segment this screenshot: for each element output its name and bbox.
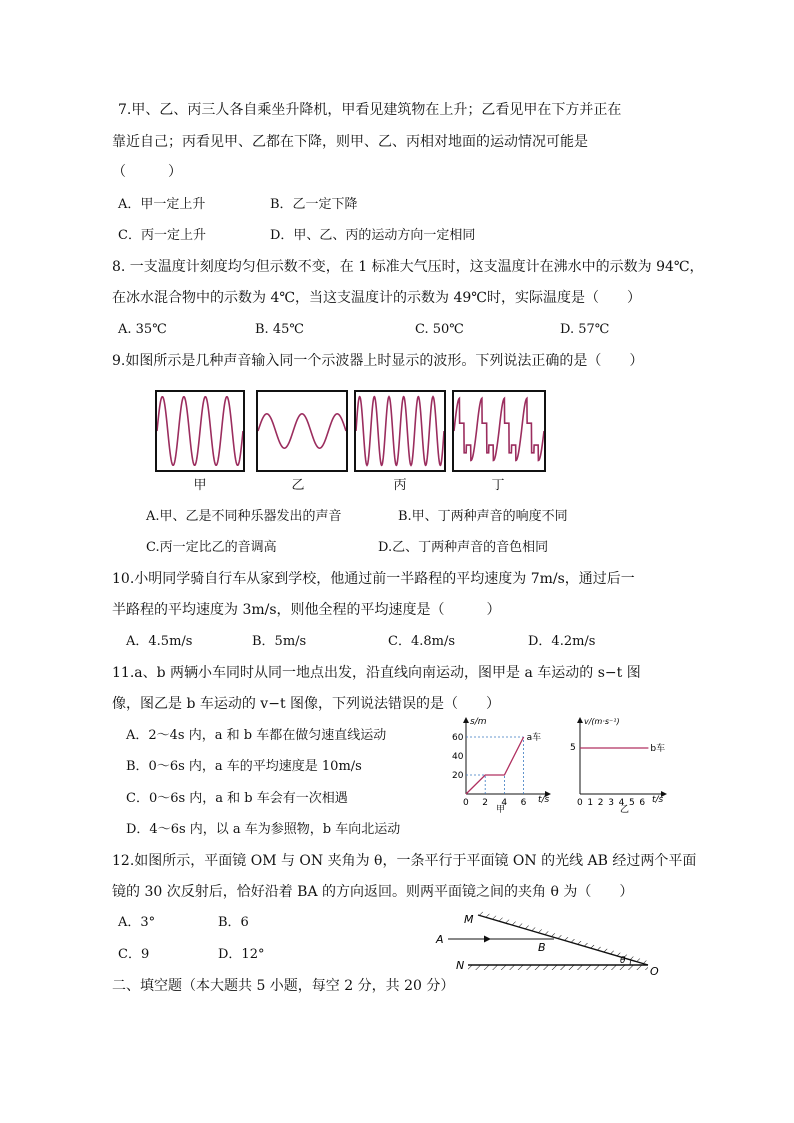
waveform-ding-curve — [454, 398, 544, 460]
q12-line1: 12.如图所示，平面镜 OM 与 ON 夹角为 θ，一条平行于平面镜 ON 的光线 AB 经过两个平面 — [112, 853, 697, 869]
graph-a-series-line — [466, 737, 524, 794]
graph-b-xtick-2: 2 — [597, 798, 604, 808]
waveform-bing-plot — [356, 392, 444, 470]
graph-a-xtick-0: 0 — [463, 798, 469, 808]
graph-a-st — [440, 712, 560, 814]
label-m: M — [464, 913, 474, 926]
graph-a-xlabel: t/s — [538, 795, 550, 805]
graph-b-xtick-4: 4 — [618, 798, 625, 808]
waveform-label-ding: 丁 — [491, 478, 505, 493]
waveform-yi — [256, 390, 348, 472]
q8-line1: 8. 一支温度计刻度均匀但示数不变，在 1 标准大气压时，这支温度计在沸水中的示数为 94℃， — [112, 259, 704, 275]
graph-b-xlabel: t/s — [652, 795, 664, 805]
q10-option-b: B．5m/s — [252, 634, 307, 649]
q9-option-b: B.甲、丁两种声音的响度不同 — [398, 509, 568, 524]
q8-line2: 在冰水混合物中的示数为 4℃，当这支温度计的示数为 49℃时，实际温度是（ ） — [112, 290, 641, 306]
waveform-label-yi: 乙 — [291, 478, 305, 493]
graph-a-ylabel: s/m — [470, 717, 487, 727]
graph-b-xtick-3: 3 — [608, 798, 614, 808]
label-b: B — [538, 941, 546, 954]
q7-option-b: B．乙一定下降 — [270, 197, 358, 212]
q8-option-c: C. 50℃ — [415, 322, 464, 337]
label-o: O — [650, 965, 659, 978]
q12-option-a: A．3° — [118, 915, 156, 930]
q11-option-d: D．4～6s 内，以 a 车为参照物，b 车向北运动 — [126, 822, 401, 837]
waveform-ding — [452, 390, 546, 472]
q9-line1: 9.如图所示是几种声音输入同一个示波器上时显示的波形。下列说法正确的是（ ） — [112, 353, 644, 369]
q9-option-d: D.乙、丁两种声音的音色相同 — [378, 540, 549, 555]
q10-option-a: A．4.5m/s — [126, 634, 193, 649]
waveform-yi-curve — [258, 414, 346, 448]
q7-line1: 7.甲、乙、丙三人各自乘坐升降机，甲看见建筑物在上升；乙看见甲在下方并正在 — [118, 102, 622, 118]
q12-option-b: B．6 — [218, 915, 249, 930]
section2-heading: 二、填空题（本大题共 5 小题，每空 2 分，共 20 分） — [112, 978, 455, 994]
q10-line2: 半路程的平均速度为 3m/s，则他全程的平均速度是（ ） — [112, 602, 501, 618]
q10-line1: 10.小明同学骑自行车从家到学校，他通过前一半路程的平均速度为 7m/s，通过后一 — [112, 571, 635, 587]
q10-option-c: C．4.8m/s — [388, 634, 455, 649]
q12-line2: 镜的 30 次反射后，恰好沿着 BA 的方向返回。则两平面镜之间的夹角 θ 为（ ） — [112, 884, 634, 900]
graph-a-xtick-2: 2 — [482, 798, 488, 808]
graph-a-ytick-40: 40 — [452, 752, 464, 762]
q11-line2: 像，图乙是 b 车运动的 v−t 图像，下列说法错误的是（ ） — [112, 696, 501, 712]
q11-option-c: C．0～6s 内，a 和 b 车会有一次相遇 — [126, 791, 348, 806]
graph-b-xtick-1: 1 — [587, 798, 594, 808]
q10-option-d: D．4.2m/s — [528, 634, 596, 649]
graph-b-ytick: 5 — [570, 743, 576, 753]
graph-a-series-label: a车 — [526, 733, 542, 743]
graph-a-ytick-20: 20 — [452, 771, 464, 781]
q12-option-d: D．12° — [218, 947, 265, 962]
label-theta: θ — [620, 956, 626, 966]
waveform-ding-plot — [454, 392, 544, 470]
graph-b-xtick-6: 6 — [639, 798, 646, 808]
q11-option-b: B．0～6s 内，a 车的平均速度是 10m/s — [126, 759, 362, 774]
q7-option-a: A．甲一定上升 — [118, 197, 206, 212]
graph-a-xtick-4: 4 — [501, 798, 508, 808]
graph-b-series-label: b车 — [650, 744, 666, 754]
graph-a-xtick-6: 6 — [520, 798, 527, 808]
angle-arc — [630, 960, 631, 965]
q8-option-b: B. 45℃ — [255, 322, 304, 337]
graph-b-ylabel: v/(m·s⁻¹) — [584, 717, 620, 726]
graph-a-ytick-60: 60 — [452, 733, 464, 743]
q8-option-d: D. 57℃ — [560, 322, 610, 337]
graph-b-caption: 乙 — [620, 805, 630, 814]
q7-option-c: C．丙一定上升 — [118, 228, 206, 243]
waveform-label-jia: 甲 — [193, 478, 207, 493]
waveform-bing — [354, 390, 446, 472]
waveform-yi-plot — [258, 392, 346, 470]
graph-a-caption: 甲 — [496, 805, 506, 814]
q11-option-a: A．2～4s 内，a 和 b 车都在做匀速直线运动 — [126, 728, 387, 743]
q12-option-c: C．9 — [118, 947, 150, 962]
q9-option-a: A.甲、乙是不同种乐器发出的声音 — [146, 509, 342, 524]
waveform-jia — [155, 390, 245, 472]
graph-b-xtick-0: 0 — [577, 798, 583, 808]
waveform-bing-curve — [356, 397, 444, 466]
mirror-figure — [430, 905, 670, 985]
q9-option-c: C.丙一定比乙的音调高 — [146, 540, 277, 555]
waveform-jia-curve — [157, 397, 243, 466]
q7-blank: （ ） — [112, 164, 182, 180]
graph-b-xtick-5: 5 — [629, 798, 635, 808]
waveform-label-bing: 丙 — [393, 478, 407, 493]
q7-line2: 靠近自己；丙看见甲、乙都在下降，则甲、乙、丙相对地面的运动情况可能是 — [112, 134, 588, 150]
graph-b-vt — [566, 712, 676, 814]
q7-option-d: D．甲、乙、丙的运动方向一定相同 — [270, 228, 476, 243]
waveform-jia-plot — [157, 392, 243, 470]
q8-option-a: A. 35℃ — [118, 322, 167, 337]
label-a: A — [436, 933, 444, 946]
label-n: N — [456, 959, 465, 972]
q11-line1: 11.a、b 两辆小车同时从同一地点出发，沿直线向南运动，图甲是 a 车运动的 s−t 图 — [112, 665, 641, 681]
